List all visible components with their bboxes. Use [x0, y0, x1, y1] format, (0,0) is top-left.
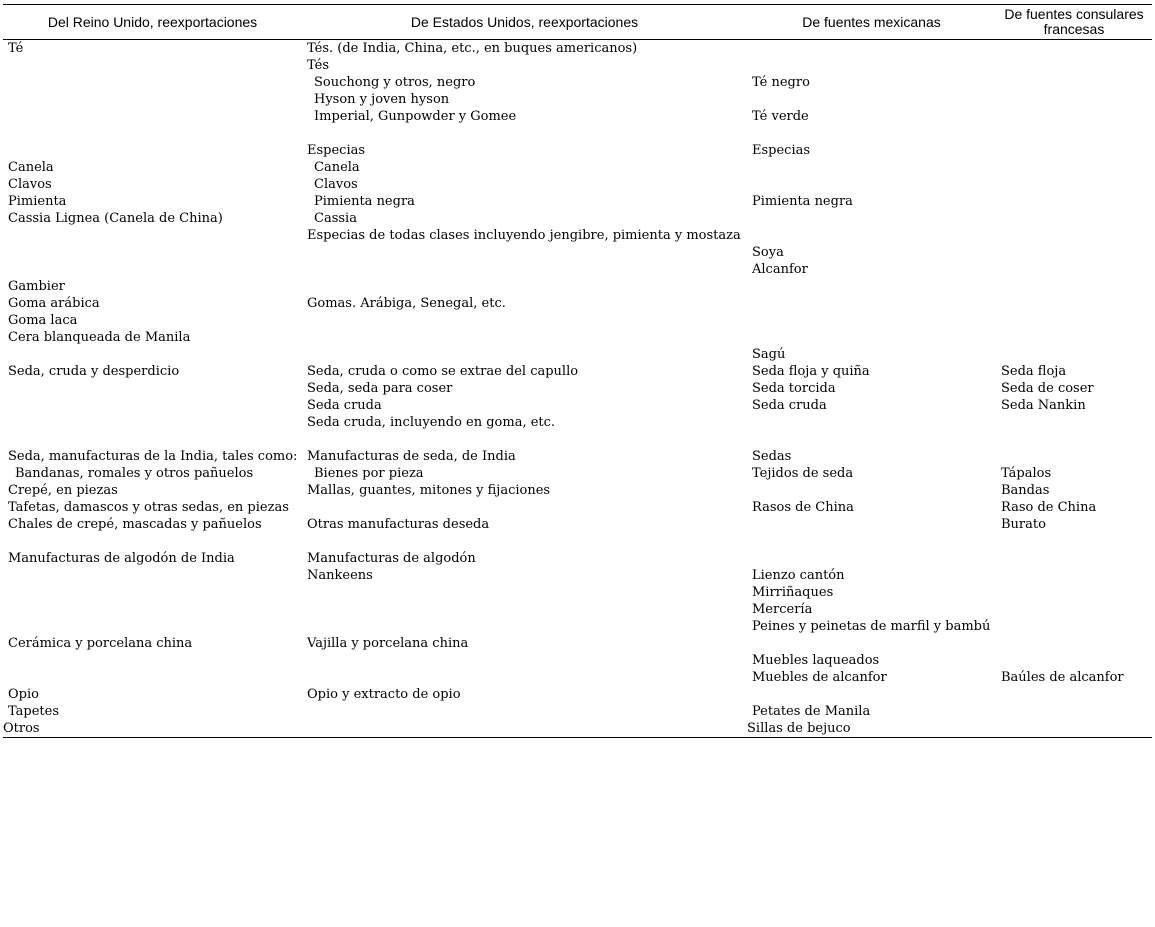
cell-estados-unidos [302, 329, 747, 346]
cell-reino-unido: Crepé, en piezas [8, 483, 118, 498]
cell-fuentes-mexicanas: Té negro [752, 75, 810, 90]
table-row [3, 720, 1152, 738]
table-row [3, 431, 1152, 448]
cell-fuentes-mexicanas: Petates de Manila [752, 704, 871, 719]
cell-reino-unido: Clavos [8, 177, 52, 192]
cell-fuentes-francesas [996, 91, 1152, 108]
cell-fuentes-francesas [996, 635, 1152, 652]
table-row [3, 635, 1152, 652]
cell-estados-unidos: Especias [307, 143, 366, 158]
cell-reino-unido [3, 669, 302, 686]
cell-fuentes-francesas [996, 142, 1152, 159]
cell-reino-unido: Seda, manufacturas de la India, tales como: [8, 449, 298, 464]
cell-fuentes-francesas [996, 448, 1152, 465]
table-row [3, 108, 1152, 125]
cell-reino-unido [3, 91, 302, 108]
cell-estados-unidos [302, 703, 747, 720]
table-row [3, 227, 1152, 244]
reexport-table [3, 4, 1152, 738]
cell-estados-unidos [302, 720, 747, 738]
cell-fuentes-francesas [996, 584, 1152, 601]
cell-estados-unidos: Hyson y joven hyson [314, 92, 450, 107]
table-row [3, 312, 1152, 329]
cell-fuentes-francesas [996, 193, 1152, 210]
cell-fuentes-mexicanas: Mirriñaques [752, 585, 834, 600]
cell-fuentes-francesas: Burato [1001, 517, 1046, 532]
cell-fuentes-francesas [996, 227, 1152, 244]
cell-reino-unido: Pimienta [8, 194, 67, 209]
cell-estados-unidos: Tés. (de India, China, etc., en buques americanos) [307, 41, 638, 56]
table-row [3, 57, 1152, 74]
cell-fuentes-mexicanas: Especias [752, 143, 811, 158]
cell-fuentes-francesas [996, 108, 1152, 125]
cell-estados-unidos [302, 652, 747, 669]
cell-estados-unidos: Tés [307, 58, 330, 73]
table-row [3, 295, 1152, 312]
table-row [3, 210, 1152, 227]
cell-reino-unido [3, 567, 302, 584]
cell-estados-unidos [302, 346, 747, 363]
table-row [3, 125, 1152, 142]
cell-reino-unido [3, 57, 302, 74]
table-row [3, 261, 1152, 278]
table-row [3, 329, 1152, 346]
cell-fuentes-mexicanas: Sillas de bejuco [747, 720, 996, 738]
cell-fuentes-francesas [996, 74, 1152, 91]
cell-reino-unido: Bandanas, romales y otros pañuelos [15, 466, 254, 481]
table-row [3, 380, 1152, 397]
cell-fuentes-francesas [996, 40, 1152, 58]
cell-reino-unido: Cera blanqueada de Manila [8, 330, 191, 345]
cell-fuentes-mexicanas [747, 431, 996, 448]
cell-estados-unidos: Mallas, guantes, mitones y fijaciones [307, 483, 551, 498]
cell-fuentes-francesas [996, 618, 1152, 635]
cell-estados-unidos [302, 278, 747, 295]
cell-reino-unido: Goma arábica [8, 296, 100, 311]
cell-reino-unido: Cerámica y porcelana china [8, 636, 193, 651]
cell-reino-unido: Manufacturas de algodón de India [8, 551, 235, 566]
cell-estados-unidos: Manufacturas de seda, de India [307, 449, 516, 464]
table-row [3, 652, 1152, 669]
cell-estados-unidos: Especias de todas clases incluyendo jengibre, pimienta y mostaza [307, 228, 741, 243]
cell-estados-unidos [302, 533, 747, 550]
cell-fuentes-mexicanas [747, 635, 996, 652]
cell-fuentes-francesas: Seda de coser [1001, 381, 1094, 396]
table-row [3, 584, 1152, 601]
table-row [3, 176, 1152, 193]
cell-reino-unido [3, 652, 302, 669]
cell-estados-unidos [302, 584, 747, 601]
cell-fuentes-francesas: Baúles de alcanfor [1001, 670, 1124, 685]
header-fuentes-francesas: De fuentes consulares francesas [996, 5, 1152, 40]
table-body [3, 40, 1152, 738]
table-row [3, 363, 1152, 380]
cell-fuentes-mexicanas: Lienzo cantón [752, 568, 845, 583]
cell-fuentes-mexicanas: Soya [752, 245, 784, 260]
cell-estados-unidos: Pimienta negra [314, 194, 415, 209]
cell-fuentes-francesas: Seda floja [1001, 364, 1067, 379]
cell-fuentes-mexicanas: Seda torcida [752, 381, 836, 396]
cell-reino-unido [3, 74, 302, 91]
header-estados-unidos: De Estados Unidos, reexportaciones [302, 5, 747, 40]
header-reino-unido: Del Reino Unido, reexportaciones [3, 5, 302, 40]
cell-fuentes-francesas [996, 686, 1152, 703]
cell-fuentes-francesas: Tápalos [1001, 466, 1052, 481]
cell-fuentes-mexicanas [747, 329, 996, 346]
cell-reino-unido [3, 601, 302, 618]
cell-fuentes-francesas [996, 533, 1152, 550]
cell-fuentes-mexicanas [747, 295, 996, 312]
table-row [3, 550, 1152, 567]
header-fuentes-mexicanas: De fuentes mexicanas [747, 5, 996, 40]
cell-fuentes-francesas [996, 312, 1152, 329]
cell-estados-unidos: Vajilla y porcelana china [307, 636, 469, 651]
cell-reino-unido [3, 397, 302, 414]
cell-fuentes-mexicanas: Muebles de alcanfor [752, 670, 887, 685]
cell-estados-unidos [302, 499, 747, 516]
cell-reino-unido [3, 261, 302, 278]
table-row [3, 142, 1152, 159]
cell-estados-unidos: Seda, cruda o como se extrae del capullo [307, 364, 579, 379]
cell-fuentes-francesas [996, 414, 1152, 431]
table-row [3, 244, 1152, 261]
cell-estados-unidos [302, 669, 747, 686]
table-row [3, 346, 1152, 363]
cell-reino-unido: Cassia Lignea (Canela de China) [8, 211, 223, 226]
cell-reino-unido: Canela [8, 160, 54, 175]
cell-fuentes-mexicanas: Mercería [752, 602, 813, 617]
cell-fuentes-mexicanas: Peines y peinetas de marfil y bambú [752, 619, 991, 634]
cell-reino-unido: Goma laca [8, 313, 78, 328]
cell-estados-unidos: Canela [314, 160, 360, 175]
cell-fuentes-francesas [996, 329, 1152, 346]
cell-fuentes-mexicanas [747, 414, 996, 431]
cell-reino-unido [3, 584, 302, 601]
cell-reino-unido [3, 618, 302, 635]
cell-estados-unidos: Otras manufacturas deseda [307, 517, 490, 532]
cell-fuentes-francesas [996, 567, 1152, 584]
cell-estados-unidos: Gomas. Arábiga, Senegal, etc. [307, 296, 506, 311]
cell-reino-unido: Tafetas, damascos y otras sedas, en piezas [8, 500, 289, 515]
cell-fuentes-mexicanas [747, 159, 996, 176]
cell-fuentes-francesas [996, 346, 1152, 363]
cell-reino-unido [3, 227, 302, 244]
cell-fuentes-mexicanas [747, 125, 996, 142]
cell-fuentes-mexicanas [747, 550, 996, 567]
cell-estados-unidos: Souchong y otros, negro [314, 75, 476, 90]
cell-fuentes-mexicanas: Pimienta negra [752, 194, 853, 209]
cell-fuentes-francesas [996, 176, 1152, 193]
cell-fuentes-francesas [996, 295, 1152, 312]
cell-estados-unidos: Imperial, Gunpowder y Gomee [314, 109, 517, 124]
cell-reino-unido [3, 346, 302, 363]
table-row [3, 91, 1152, 108]
cell-reino-unido [3, 380, 302, 397]
table-row [3, 533, 1152, 550]
cell-fuentes-mexicanas [747, 533, 996, 550]
cell-reino-unido [3, 533, 302, 550]
cell-reino-unido [3, 108, 302, 125]
cell-reino-unido [3, 125, 302, 142]
cell-fuentes-francesas [996, 278, 1152, 295]
table-row [3, 414, 1152, 431]
table-row [3, 74, 1152, 91]
cell-estados-unidos: Clavos [314, 177, 358, 192]
cell-fuentes-mexicanas: Sedas [752, 449, 792, 464]
header-row [3, 5, 1152, 40]
cell-reino-unido: Otros [3, 720, 302, 738]
cell-fuentes-francesas [996, 159, 1152, 176]
table-row [3, 618, 1152, 635]
table-row [3, 278, 1152, 295]
cell-fuentes-mexicanas: Seda floja y quiña [752, 364, 870, 379]
cell-fuentes-francesas: Seda Nankin [1001, 398, 1086, 413]
table-row [3, 482, 1152, 499]
cell-estados-unidos: Nankeens [307, 568, 373, 583]
cell-reino-unido: Opio [8, 687, 39, 702]
cell-fuentes-mexicanas [747, 482, 996, 499]
table-row [3, 686, 1152, 703]
cell-fuentes-mexicanas: Seda cruda [752, 398, 827, 413]
cell-fuentes-mexicanas [747, 40, 996, 58]
cell-fuentes-francesas [996, 125, 1152, 142]
cell-fuentes-mexicanas: Sagú [752, 347, 786, 362]
cell-estados-unidos [302, 601, 747, 618]
table-row [3, 159, 1152, 176]
cell-reino-unido: Chales de crepé, mascadas y pañuelos [8, 517, 262, 532]
cell-fuentes-francesas [996, 550, 1152, 567]
cell-estados-unidos: Seda cruda, incluyendo en goma, etc. [307, 415, 556, 430]
cell-fuentes-francesas [996, 431, 1152, 448]
table-row [3, 703, 1152, 720]
cell-estados-unidos: Manufacturas de algodón [307, 551, 476, 566]
cell-fuentes-mexicanas [747, 176, 996, 193]
cell-reino-unido [3, 244, 302, 261]
cell-fuentes-mexicanas: Alcanfor [752, 262, 808, 277]
table-row [3, 516, 1152, 533]
cell-estados-unidos [302, 312, 747, 329]
cell-fuentes-mexicanas [747, 210, 996, 227]
cell-reino-unido: Gambier [8, 279, 65, 294]
cell-estados-unidos: Bienes por pieza [314, 466, 424, 481]
table-row [3, 40, 1152, 58]
cell-fuentes-mexicanas: Rasos de China [752, 500, 854, 515]
cell-fuentes-mexicanas: Té verde [752, 109, 809, 124]
cell-estados-unidos [302, 431, 747, 448]
cell-fuentes-mexicanas [747, 516, 996, 533]
table-row [3, 601, 1152, 618]
cell-fuentes-francesas [996, 652, 1152, 669]
cell-fuentes-francesas [996, 703, 1152, 720]
cell-estados-unidos [302, 261, 747, 278]
cell-reino-unido [3, 431, 302, 448]
cell-estados-unidos [302, 244, 747, 261]
cell-reino-unido [3, 142, 302, 159]
cell-fuentes-francesas [996, 57, 1152, 74]
cell-fuentes-francesas: Bandas [1001, 483, 1050, 498]
cell-fuentes-francesas: Raso de China [1001, 500, 1097, 515]
cell-fuentes-francesas [996, 261, 1152, 278]
cell-reino-unido [3, 414, 302, 431]
table-row [3, 669, 1152, 686]
cell-fuentes-mexicanas [747, 227, 996, 244]
table-row [3, 499, 1152, 516]
cell-reino-unido: Tapetes [8, 704, 60, 719]
table-row [3, 397, 1152, 414]
cell-estados-unidos: Opio y extracto de opio [307, 687, 461, 702]
cell-fuentes-mexicanas [747, 312, 996, 329]
cell-fuentes-francesas [996, 720, 1152, 738]
cell-fuentes-mexicanas: Muebles laqueados [752, 653, 880, 668]
cell-reino-unido: Té [8, 41, 24, 56]
cell-estados-unidos [302, 125, 747, 142]
cell-estados-unidos: Seda cruda [307, 398, 382, 413]
table-header [3, 5, 1152, 40]
cell-fuentes-francesas [996, 210, 1152, 227]
cell-estados-unidos [302, 618, 747, 635]
table-row [3, 465, 1152, 482]
cell-fuentes-mexicanas [747, 278, 996, 295]
table-row [3, 567, 1152, 584]
cell-fuentes-mexicanas [747, 57, 996, 74]
table-row [3, 193, 1152, 210]
cell-fuentes-mexicanas [747, 686, 996, 703]
cell-reino-unido: Seda, cruda y desperdicio [8, 364, 180, 379]
cell-fuentes-mexicanas [747, 91, 996, 108]
table-row [3, 448, 1152, 465]
cell-estados-unidos: Cassia [314, 211, 357, 226]
cell-fuentes-mexicanas: Tejidos de seda [752, 466, 854, 481]
cell-estados-unidos: Seda, seda para coser [307, 381, 453, 396]
cell-fuentes-francesas [996, 244, 1152, 261]
cell-fuentes-francesas [996, 601, 1152, 618]
